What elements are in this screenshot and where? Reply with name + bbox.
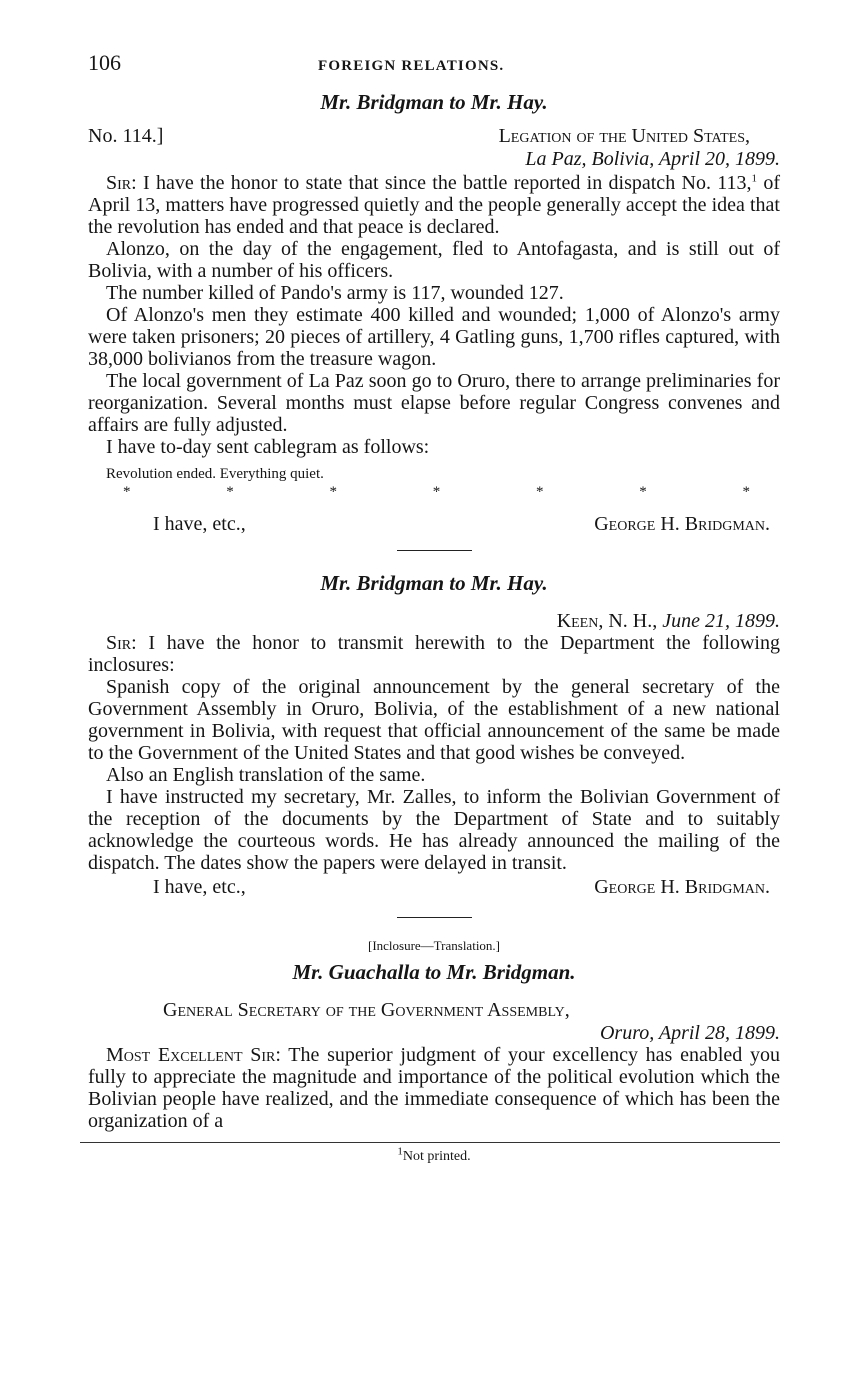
paragraph: The number killed of Pando's army is 117, wounded 127. [106,282,564,304]
sender: General Secretary of the Government Assembly, [163,999,570,1021]
paragraph: Sir: I have the honor to transmit herewith to the Department the following inclosures: [88,632,780,676]
star: * [639,484,647,500]
page-number: 106 [88,50,121,75]
running-title: FOREIGN RELATIONS. [318,58,505,74]
footnote [88,1145,780,1165]
star: * [536,484,544,500]
cablegram-text: Revolution ended. Everything quiet. [106,466,324,482]
closing: I have, etc., [153,876,246,898]
place: Keen, N. H., [556,610,663,632]
signature: George H. Bridgman. [594,513,770,535]
star: * [226,484,234,500]
star: * [432,484,441,500]
paragraph: Of Alonzo's men they estimate 400 killed and wounded; 1,000 of Alonzo's army were taken prisoners; 20 pieces of artillery, 4 Gatling guns, 1,700 rifles captured, with 38,000 bolivianos from the treasure wagon. [88,304,780,370]
inclosure-note: [Inclosure—Translation.] [367,938,501,953]
paragraph: Sir: I have the honor to state that since the battle reported in dispatch No. 113,$^1$ of April 13, matters have progressed quietly and the people generally accept the idea that the revolution has ended and that peace is declared. [88,172,780,238]
section-divider [397,917,472,918]
footnote-text: Not printed. [402,1149,471,1164]
paragraph: Most Excellent Sir: The superior judgment of your excellency has enabled you fully to appreciate the magnitude and importance of the political evolution which the Bolivian people have realized, and the immediate consequence of which has been the organization of a [88,1044,780,1132]
dateline [88,125,780,148]
salutation: Sir [106,172,132,194]
paragraph: The local government of La Paz soon go to Oruro, there to arrange preliminaries for reorganization. Several months must elapse before regular Congress convenes and affairs are fully adjusted. [88,370,780,436]
star: * [329,484,337,500]
letter-heading: Mr. Guachalla to Mr. Bridgman. [292,960,576,984]
paragraph: Spanish copy of the original announcement by the general secretary of the Government Assembly in Oruro, Bolivia, of the establishment of a new national government in Bolivia, with request that official announcement of the same be made to the Government of the United States and that good wishes be conveyed. [88,676,780,764]
dispatch-number: No. 114.] [88,125,164,147]
footnote-reference: 1 [751,172,758,185]
letter-heading: Mr. Bridgman to Mr. Hay. [320,90,548,114]
date: June 21, 1899. [662,610,780,632]
star: * [123,484,131,500]
closing-line [88,876,780,899]
ellipsis-stars [88,485,780,499]
place-date: Oruro, April 28, 1899. [599,1022,780,1044]
footnote-marker: 1 [397,1145,403,1158]
salutation: Sir [106,632,132,654]
place-date: La Paz, Bolivia, April 20, 1899. [525,148,780,170]
sender: Legation of the United States, [498,125,750,147]
closing-line [88,513,780,536]
footnote-divider [80,1142,780,1143]
star: * [742,484,750,500]
letter-heading: Mr. Bridgman to Mr. Hay. [320,571,548,595]
section-divider [397,550,472,551]
signature: George H. Bridgman. [594,876,770,898]
paragraph: I have to-day sent cablegram as follows: [106,436,430,458]
paragraph: I have instructed my secretary, Mr. Zalles, to inform the Bolivian Government of the reception of the documents by the Department of State and to suitably acknowledge the courteous words. He has already announced the mailing of the dispatch. The dates show the papers were delayed in transit. [88,786,780,874]
paragraph: Also an English translation of the same. [106,764,426,786]
paragraph: Alonzo, on the day of the engagement, fled to Antofagasta, and is still out of Bolivia, with a number of his officers. [88,238,780,282]
running-head [88,50,780,88]
closing: I have, etc., [153,513,246,535]
place-date [88,610,780,632]
salutation: Most Excellent Sir [106,1044,276,1066]
